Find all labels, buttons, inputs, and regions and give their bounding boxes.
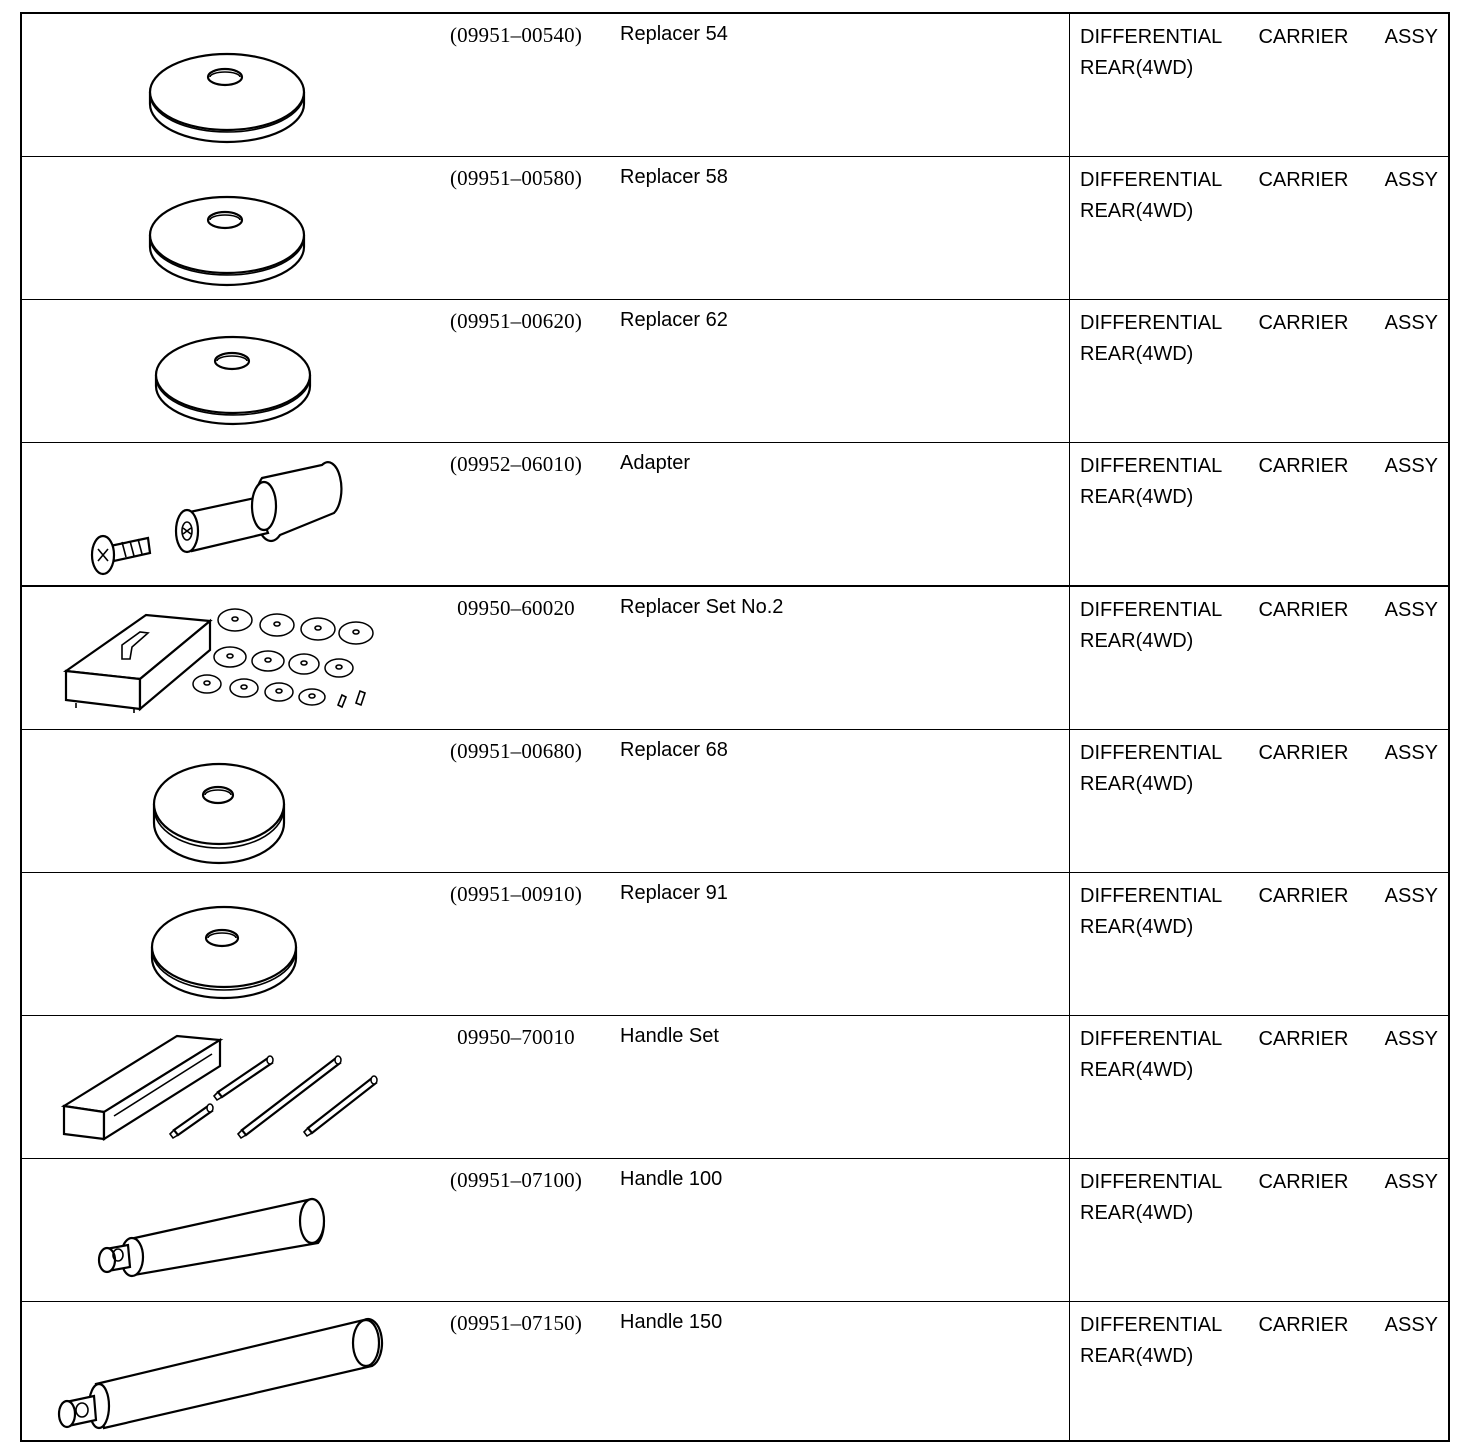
- column-divider: [1069, 1302, 1070, 1440]
- part-number: 09950–70010: [457, 1025, 575, 1049]
- part-number: (09951–00540): [449, 23, 583, 47]
- column-divider: [1069, 1159, 1070, 1301]
- usage-word: CARRIER: [1258, 26, 1349, 48]
- usage-line2: REAR(4WD): [1080, 1345, 1194, 1367]
- part-number: (09951–00680): [449, 739, 583, 763]
- usage-cell: [1080, 1310, 1438, 1372]
- column-divider: [1069, 1016, 1070, 1158]
- handle-set-case-icon: [22, 1016, 422, 1158]
- part-name: Replacer 54: [620, 23, 728, 45]
- disc-replacer-icon: [22, 730, 422, 872]
- long-handle-icon: [22, 1302, 422, 1444]
- usage-word: ASSY: [1384, 26, 1438, 48]
- disc-replacer-icon: [22, 300, 422, 442]
- usage-word: ASSY: [1384, 1314, 1438, 1336]
- column-divider: [1069, 873, 1070, 1015]
- usage-word: DIFFERENTIAL: [1080, 169, 1223, 191]
- usage-word: CARRIER: [1258, 1171, 1349, 1193]
- usage-word: DIFFERENTIAL: [1080, 312, 1223, 334]
- usage-word: DIFFERENTIAL: [1080, 599, 1223, 621]
- usage-word: ASSY: [1384, 312, 1438, 334]
- usage-line2: REAR(4WD): [1080, 343, 1194, 365]
- sst-table: [20, 12, 1450, 1442]
- table-row: [22, 587, 1448, 730]
- column-divider: [1069, 730, 1070, 872]
- usage-word: CARRIER: [1258, 742, 1349, 764]
- part-name: Replacer 91: [620, 882, 728, 904]
- part-number: (09951–00620): [449, 309, 583, 333]
- usage-word: CARRIER: [1258, 599, 1349, 621]
- table-row: [22, 873, 1448, 1016]
- usage-word: CARRIER: [1258, 312, 1349, 334]
- usage-word: CARRIER: [1258, 455, 1349, 477]
- usage-line2: REAR(4WD): [1080, 916, 1194, 938]
- usage-cell: [1080, 1024, 1438, 1086]
- table-row: [22, 157, 1448, 300]
- usage-cell: [1080, 1167, 1438, 1229]
- usage-cell: [1080, 308, 1438, 370]
- usage-word: DIFFERENTIAL: [1080, 455, 1223, 477]
- column-divider: [1069, 300, 1070, 442]
- part-name: Replacer 68: [620, 739, 728, 761]
- usage-word: ASSY: [1384, 599, 1438, 621]
- usage-word: ASSY: [1384, 742, 1438, 764]
- disc-replacer-icon: [22, 14, 422, 156]
- usage-word: CARRIER: [1258, 1314, 1349, 1336]
- disc-replacer-icon: [22, 157, 422, 299]
- usage-word: CARRIER: [1258, 1028, 1349, 1050]
- table-row: [22, 730, 1448, 873]
- usage-line2: REAR(4WD): [1080, 1202, 1194, 1224]
- table-row: [22, 1016, 1448, 1159]
- usage-line2: REAR(4WD): [1080, 773, 1194, 795]
- table-row: [22, 14, 1448, 157]
- part-name: Replacer 58: [620, 166, 728, 188]
- usage-word: ASSY: [1384, 885, 1438, 907]
- column-divider: [1069, 14, 1070, 156]
- part-number: 09950–60020: [457, 596, 575, 620]
- adapter-bolt-icon: [22, 443, 422, 585]
- usage-cell: [1080, 595, 1438, 657]
- usage-line2: REAR(4WD): [1080, 200, 1194, 222]
- usage-cell: [1080, 881, 1438, 943]
- usage-word: ASSY: [1384, 455, 1438, 477]
- usage-cell: [1080, 22, 1438, 84]
- part-number: (09951–07150): [449, 1311, 583, 1335]
- usage-cell: [1080, 738, 1438, 800]
- usage-cell: [1080, 165, 1438, 227]
- table-row: [22, 300, 1448, 443]
- usage-line2: REAR(4WD): [1080, 1059, 1194, 1081]
- usage-cell: [1080, 451, 1438, 513]
- handle-icon: [22, 1159, 422, 1301]
- usage-line2: REAR(4WD): [1080, 57, 1194, 79]
- part-name: Handle 150: [620, 1311, 723, 1333]
- table-row: [22, 1302, 1448, 1440]
- usage-word: DIFFERENTIAL: [1080, 26, 1223, 48]
- part-name: Replacer Set No.2: [620, 596, 784, 618]
- usage-word: CARRIER: [1258, 885, 1349, 907]
- usage-word: ASSY: [1384, 1171, 1438, 1193]
- part-name: Handle 100: [620, 1168, 723, 1190]
- usage-word: DIFFERENTIAL: [1080, 1171, 1223, 1193]
- usage-line2: REAR(4WD): [1080, 630, 1194, 652]
- usage-word: DIFFERENTIAL: [1080, 885, 1223, 907]
- part-number: (09952–06010): [449, 452, 583, 476]
- part-name: Handle Set: [620, 1025, 719, 1047]
- usage-line2: REAR(4WD): [1080, 486, 1194, 508]
- disc-replacer-icon: [22, 873, 422, 1015]
- replacer-set-case-icon: [22, 587, 422, 729]
- usage-word: ASSY: [1384, 169, 1438, 191]
- usage-word: DIFFERENTIAL: [1080, 1028, 1223, 1050]
- table-row: [22, 443, 1448, 587]
- part-number: (09951–00580): [449, 166, 583, 190]
- column-divider: [1069, 443, 1070, 585]
- column-divider: [1069, 157, 1070, 299]
- usage-word: DIFFERENTIAL: [1080, 1314, 1223, 1336]
- column-divider: [1069, 587, 1070, 729]
- part-number: (09951–00910): [449, 882, 583, 906]
- part-number: (09951–07100): [449, 1168, 583, 1192]
- part-name: Adapter: [620, 452, 691, 474]
- usage-word: CARRIER: [1258, 169, 1349, 191]
- part-name: Replacer 62: [620, 309, 728, 331]
- usage-word: DIFFERENTIAL: [1080, 742, 1223, 764]
- usage-word: ASSY: [1384, 1028, 1438, 1050]
- table-row: [22, 1159, 1448, 1302]
